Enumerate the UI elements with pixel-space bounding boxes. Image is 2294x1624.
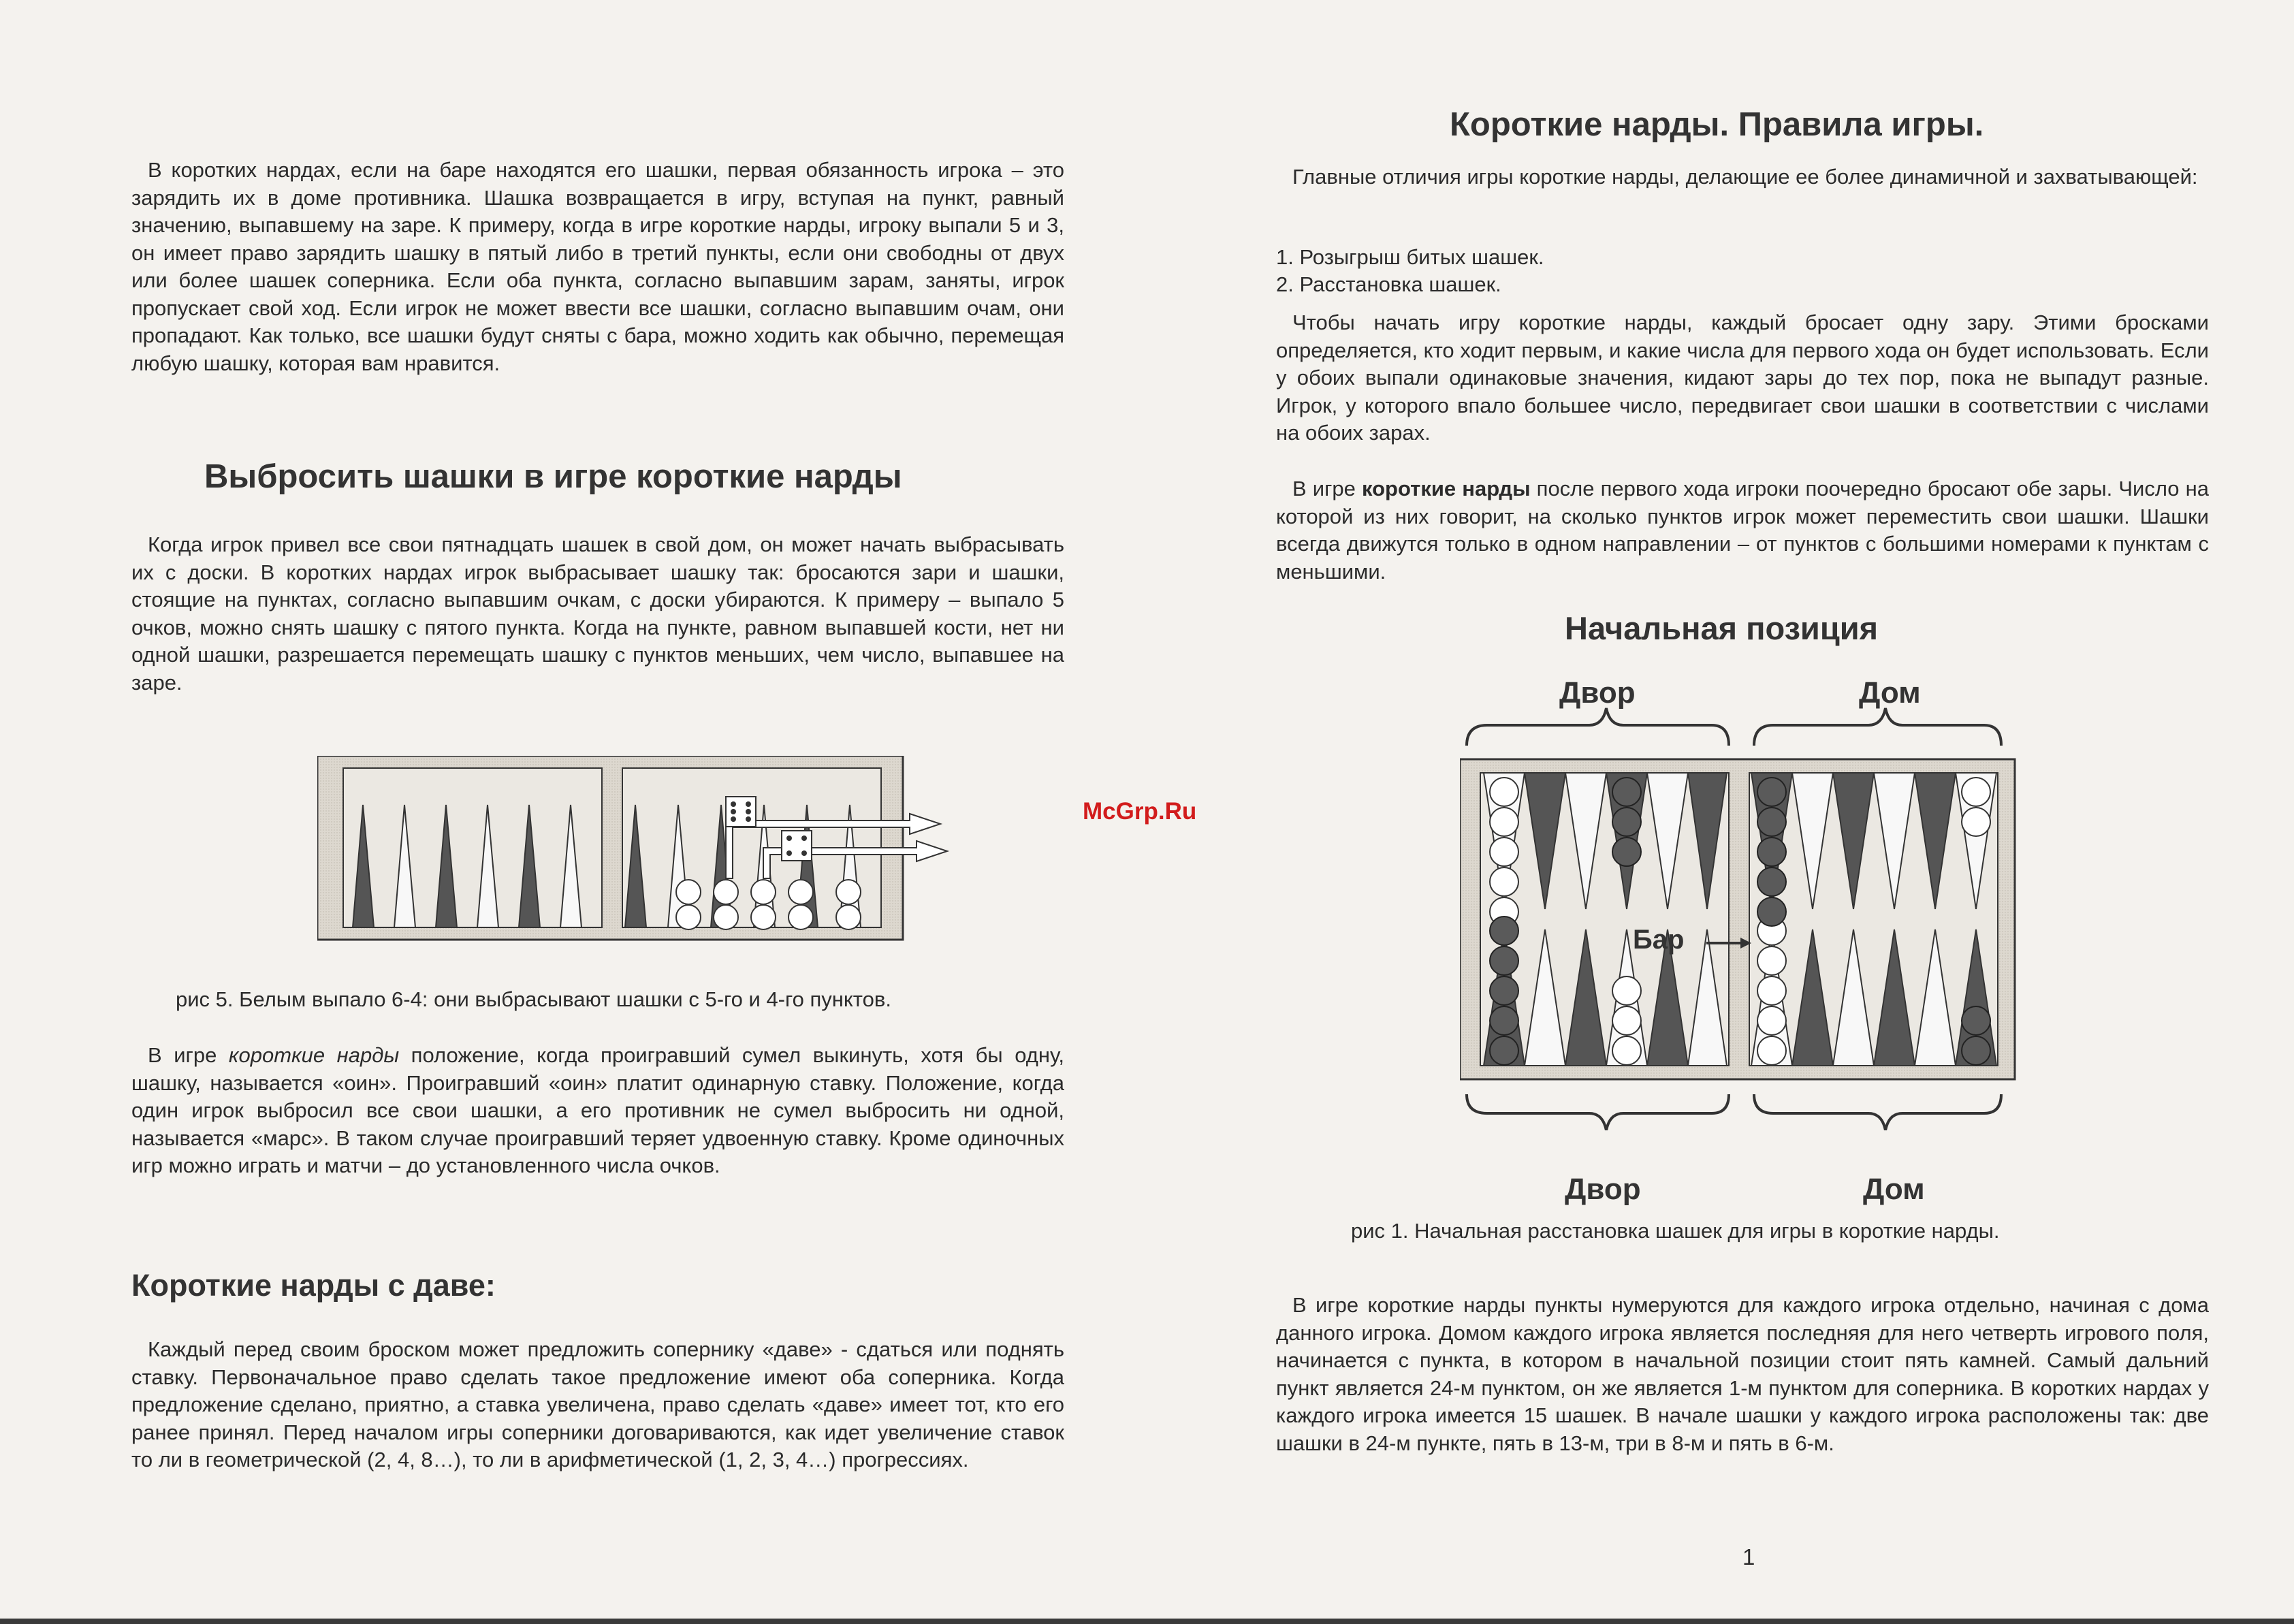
figure1-caption: рис 1. Начальная расстановка шашек для игры в короткие нарды.: [1351, 1219, 2000, 1243]
list-item-1: 1. Розыгрыш битых шашек.: [1276, 245, 1544, 269]
brace-home-top: [1754, 708, 2001, 746]
label-bar: Бар: [1633, 925, 1685, 955]
intro-paragraph: В коротких нардах, если на баре находятся его шашки, первая обязанность игрока – это зарядить их в доме противника. Шашка возвращается в игру, вступая на пункт, равный значению, выпавшему на заре. К примеру, когда в игре короткие нарды, игроку выпали 5 и 3, он имеет право зарядить шашку в пятый либо в третий пункты, если они свободны от двух или более шашек соперника. Если оба пункта, согласно выпавшим зарам, заняты, игрок пропускает свой ход. Если игрок не может ввести все шашки, согласно выпавшим очам, они пропадают. Как только, все шашки будут сняты с бара, можно ходить как обычно, перемещая любую шашку, которая вам нравится.: [131, 158, 1064, 375]
figure5-caption: рис 5. Белым выпало 6-4: они выбрасывают шашки с 5-го и 4-го пунктов.: [176, 987, 891, 1011]
label-home-bottom: Дом: [1863, 1173, 1925, 1206]
watermark: McGrp.Ru: [1083, 798, 1197, 825]
move-rest: после первого хода игроки поочередно бросают обе зары. Число на которой из них говорит, на сколько пунктов игрок может переместить свои шашки. Шашки всегда движутся только в одном направлении – от пунктов с большими номерами к пунктам с меньшими.: [1276, 477, 2209, 584]
numbering-paragraph: В игре короткие нарды пункты нумеруются для каждого игрока отдельно, начиная с дома данного игрока. Домом каждого игрока является последняя для него четверть игрового поля, начинается с пункта, в котором в начальной позиции стоит пять камней. Самый дальний пункт является 24-м пунктом, он же является 1-м пунктом для соперника. В коротких нардах у каждого игрока имеется 15 шашек. В начале шашки у каждого игрока расположены так: две шашки в 24-м пункте, пять в 13-м, три в 8-м и пять в 6-м.: [1276, 1293, 2209, 1455]
move-paragraph: [1276, 475, 2209, 586]
brace-home-bottom: [1754, 1094, 2001, 1130]
oin-paragraph: [131, 1042, 1064, 1180]
dice-four: [782, 831, 812, 861]
page-number: 1: [1742, 1544, 1755, 1570]
figure1-board: [1460, 705, 2032, 1130]
brace-yard-bottom: [1467, 1094, 1729, 1130]
start-paragraph: Чтобы начать игру короткие нарды, каждый бросает одну зару. Этими бросками определяется, кто ходит первым, и какие числа для первого хода он будет использовать. Если у обоих выпали одинаковые значения, кидают зары до тех пор, пока не выпадут разные. Игрок, у которого впало большее число, передвигает свои шашки в соответствии с числами на обоих зарах.: [1276, 311, 2209, 445]
move-bold-term: короткие нарды: [1362, 477, 1531, 500]
right-page: [1147, 0, 2294, 1624]
bearoff-paragraph: Когда игрок привел все свои пятнадцать шашек в свой дом, он может начать выбрасывать их с доски. В коротких нардах игрок выбрасывает шашку так: бросаются зари и шашки, стоящие на пунктах, согласно выпавшим очкам, с доски убираются. К примеру – выпало 5 очков, можно снять шашку с пятого пункта. Когда на пункте, равном выпавшей кости, нет ни одной шашки, разрешается перемещать шашку с пунктов меньших, чем число, выпавшее на заре.: [131, 532, 1064, 695]
oin-intro: В игре: [148, 1043, 229, 1067]
figure5-board: [317, 756, 951, 957]
list-item-2: 2. Расстановка шашек.: [1276, 272, 1501, 296]
brace-yard-top: [1467, 708, 1729, 746]
label-yard-bottom: Двор: [1565, 1173, 1641, 1206]
page-title: Короткие нарды. Правила игры.: [1450, 106, 1984, 143]
oin-italic-term: короткие нарды: [228, 1043, 400, 1067]
bearoff-heading: Выбросить шашки в игре короткие нарды: [204, 458, 902, 495]
move-intro: В игре: [1292, 477, 1363, 500]
bottom-edge: [0, 1619, 2294, 1624]
position-heading: Начальная позиция: [1565, 610, 1879, 646]
differences-intro: Главные отличия игры короткие нарды, делающие ее более динамичной и захватывающей:: [1292, 165, 2198, 189]
label-home-top: Дом: [1859, 676, 1921, 710]
label-yard-top: Двор: [1559, 676, 1636, 710]
dave-paragraph: Каждый перед своим броском может предложить сопернику «даве» - сдаться или поднять ставку. Первоначальное право сделать такое предложение имеют оба соперника. Когда предложение сделано, приятно, а ставка увеличена, право сделать «даве» имеет тот, кто его ранее принял. Перед началом игры соперники договариваются, как идет увеличение ставок то ли в геометрической (2, 4, 8…), то ли в арифметической (1, 2, 3, 4…) прогрессиях.: [131, 1337, 1064, 1471]
oin-rest: положение, когда проигравший сумел выкинуть, хотя бы одну, шашку, называется «оин». Проигравший «оин» платит одинарную ставку. Положение, когда один игрок выбросил все свои шашки, а его противник не сумел выбросить ни одной, называется «марс». В таком случае проигравший теряет удвоенную ставку. Кроме одиночных игр можно играть и матчи – до установленного числа очков.: [131, 1043, 1064, 1177]
dave-heading: Короткие нарды с даве:: [131, 1268, 496, 1303]
dice-six: [726, 797, 756, 827]
